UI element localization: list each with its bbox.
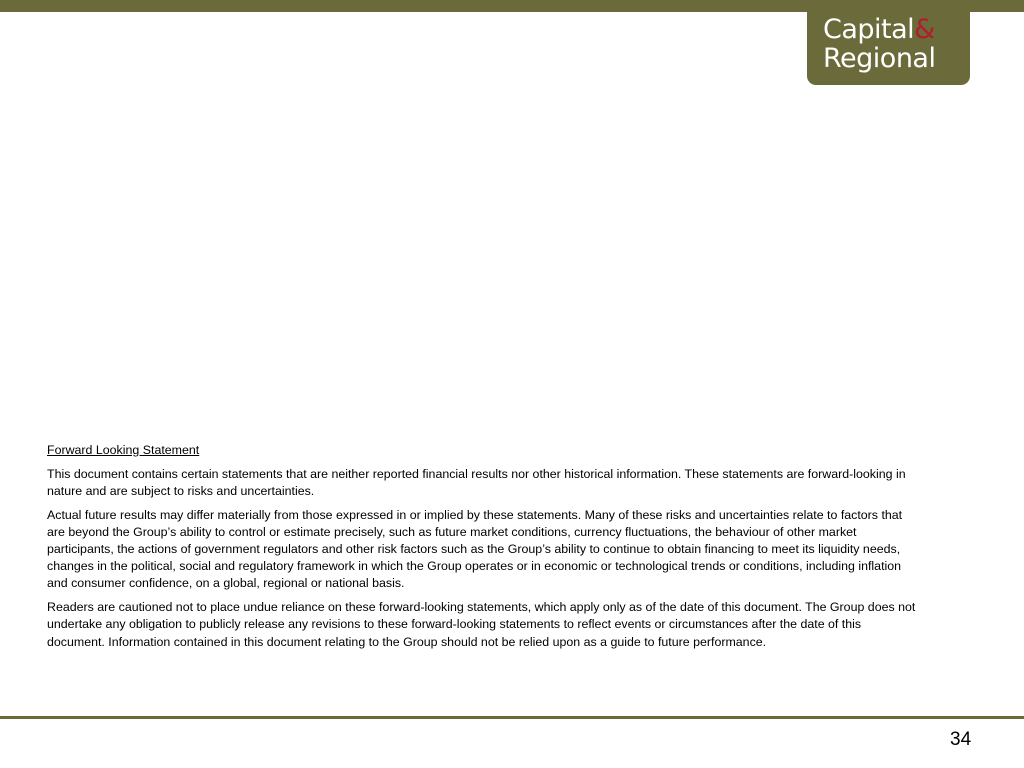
forward-looking-statement [47, 442, 922, 657]
logo-word-regional: Regional [823, 43, 936, 74]
logo-word-capital: Capital [823, 14, 915, 45]
statement-paragraph-3: Readers are cautioned not to place undue reliance on these forward-looking statements, which apply only as of the date of this document. The Group does not undertake any obligation to publicly release any revisions to these forward-looking statements to reflect events or circumstances after the date of this document. Information contained in this document relating to the Group should not be relied upon as a guide to future performance. [47, 600, 916, 649]
logo-ampersand: & [914, 14, 935, 45]
statement-paragraph-1: This document contains certain statements that are neither reported financial results nor other historical information. These statements are forward-looking in nature and are subject to risks and uncertainties. [47, 466, 906, 498]
capital-regional-logo [807, 8, 970, 85]
page-number: 34 [950, 729, 972, 750]
statement-heading: Forward Looking Statement [47, 443, 200, 457]
footer-divider [0, 716, 1024, 719]
statement-paragraph-2: Actual future results may differ materially from those expressed in or implied by these statements. Many of these risks and uncertainties relate to factors that are beyond the Group’s ability to control or estimate precisely, such as future market conditions, currency fluctuations, the behaviour of other market participants, the actions of government regulators and other risk factors such as the Group’s ability to continue to obtain financing to meet its liquidity needs, changes in the political, social and regulatory framework in which the Group operates or in economic or technological trends or conditions, including inflation and consumer confidence, on a global, regional or national basis. [47, 507, 903, 591]
logo-line-capital [823, 15, 970, 44]
